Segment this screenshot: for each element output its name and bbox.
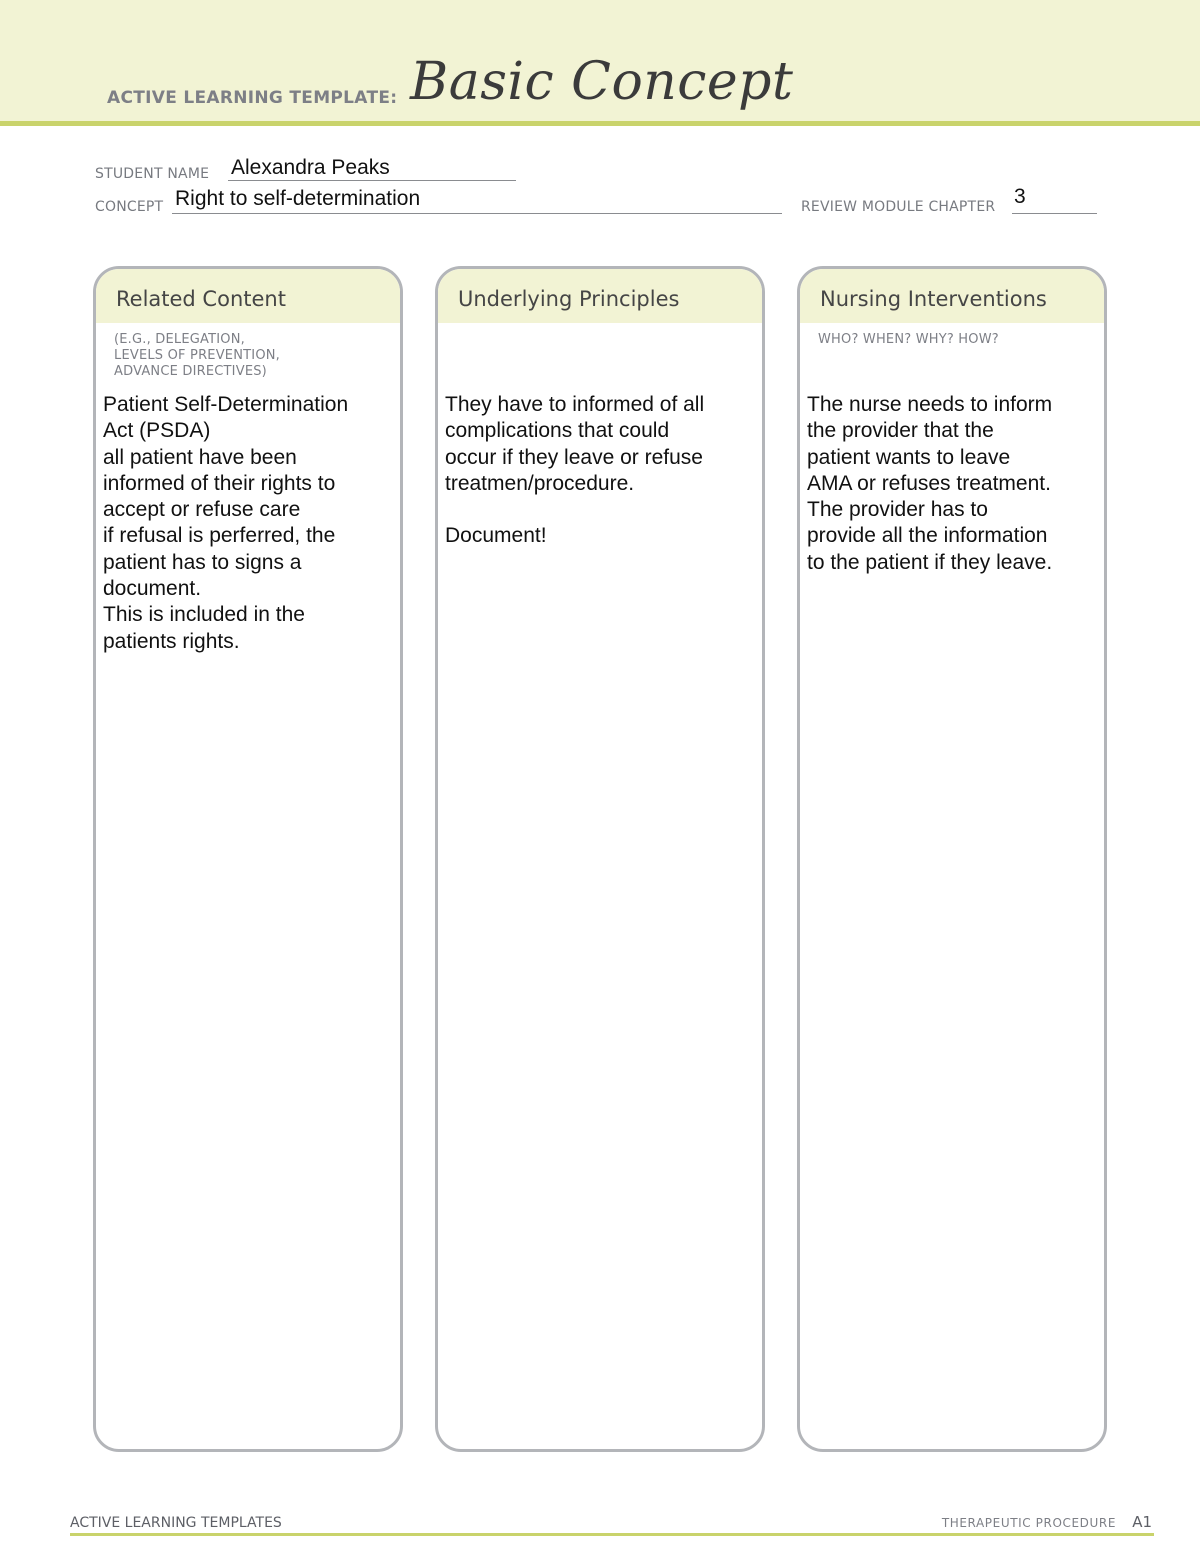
underlying-principles-text[interactable]: They have to informed of all complications that could occur if they leave or refuse treatmen/procedure. Document! <box>445 393 705 548</box>
footer-section <box>942 1516 1152 1530</box>
template-label: ACTIVE LEARNING TEMPLATE: <box>107 88 398 108</box>
page-title: Basic Concept <box>410 52 794 112</box>
review-module-line <box>1012 213 1097 214</box>
footer-page-number: A1 <box>1132 1513 1152 1531</box>
nursing-interventions-text[interactable]: The nurse needs to inform the provider that the patient wants to leave AMA or refuses treatment. The provider has to provide all the information to the patient if they leave. <box>807 393 1053 574</box>
panel-subtitle-line: WHO? WHEN? WHY? HOW? <box>818 332 999 347</box>
panel-title: Related Content <box>116 287 286 311</box>
concept-label: CONCEPT <box>95 199 164 215</box>
underlying-principles-panel <box>435 266 765 1452</box>
student-name-label: STUDENT NAME <box>95 166 210 182</box>
footer-section-label: THERAPEUTIC PROCEDURE <box>941 1516 1116 1530</box>
student-name-line <box>228 180 516 181</box>
panel-subtitle <box>114 332 280 380</box>
nursing-interventions-panel <box>797 266 1107 1452</box>
concept-line <box>172 213 782 214</box>
panel-subtitle-line: (E.G., DELEGATION, <box>114 332 245 347</box>
footer-divider <box>70 1533 1154 1536</box>
footer-label: ACTIVE LEARNING TEMPLATES <box>70 1515 282 1531</box>
related-content-text[interactable]: Patient Self-Determination Act (PSDA) all patient have been informed of their rights to accept or refuse care if refusal is perferred, the patient has to signs a document. This is included in the patients rights. <box>103 393 349 653</box>
review-module-chapter-field[interactable]: 3 <box>1014 185 1026 208</box>
related-content-panel <box>93 266 403 1452</box>
student-name-field[interactable]: Alexandra Peaks <box>231 156 390 179</box>
review-module-label: REVIEW MODULE CHAPTER <box>801 199 996 215</box>
concept-field[interactable]: Right to self-determination <box>175 187 421 210</box>
panel-subtitle-line: ADVANCE DIRECTIVES) <box>114 364 267 379</box>
panel-subtitle <box>818 332 999 348</box>
panel-title: Nursing Interventions <box>820 287 1047 311</box>
panel-subtitle-line: LEVELS OF PREVENTION, <box>114 348 281 363</box>
panel-title: Underlying Principles <box>458 287 680 311</box>
header-divider <box>0 121 1200 126</box>
